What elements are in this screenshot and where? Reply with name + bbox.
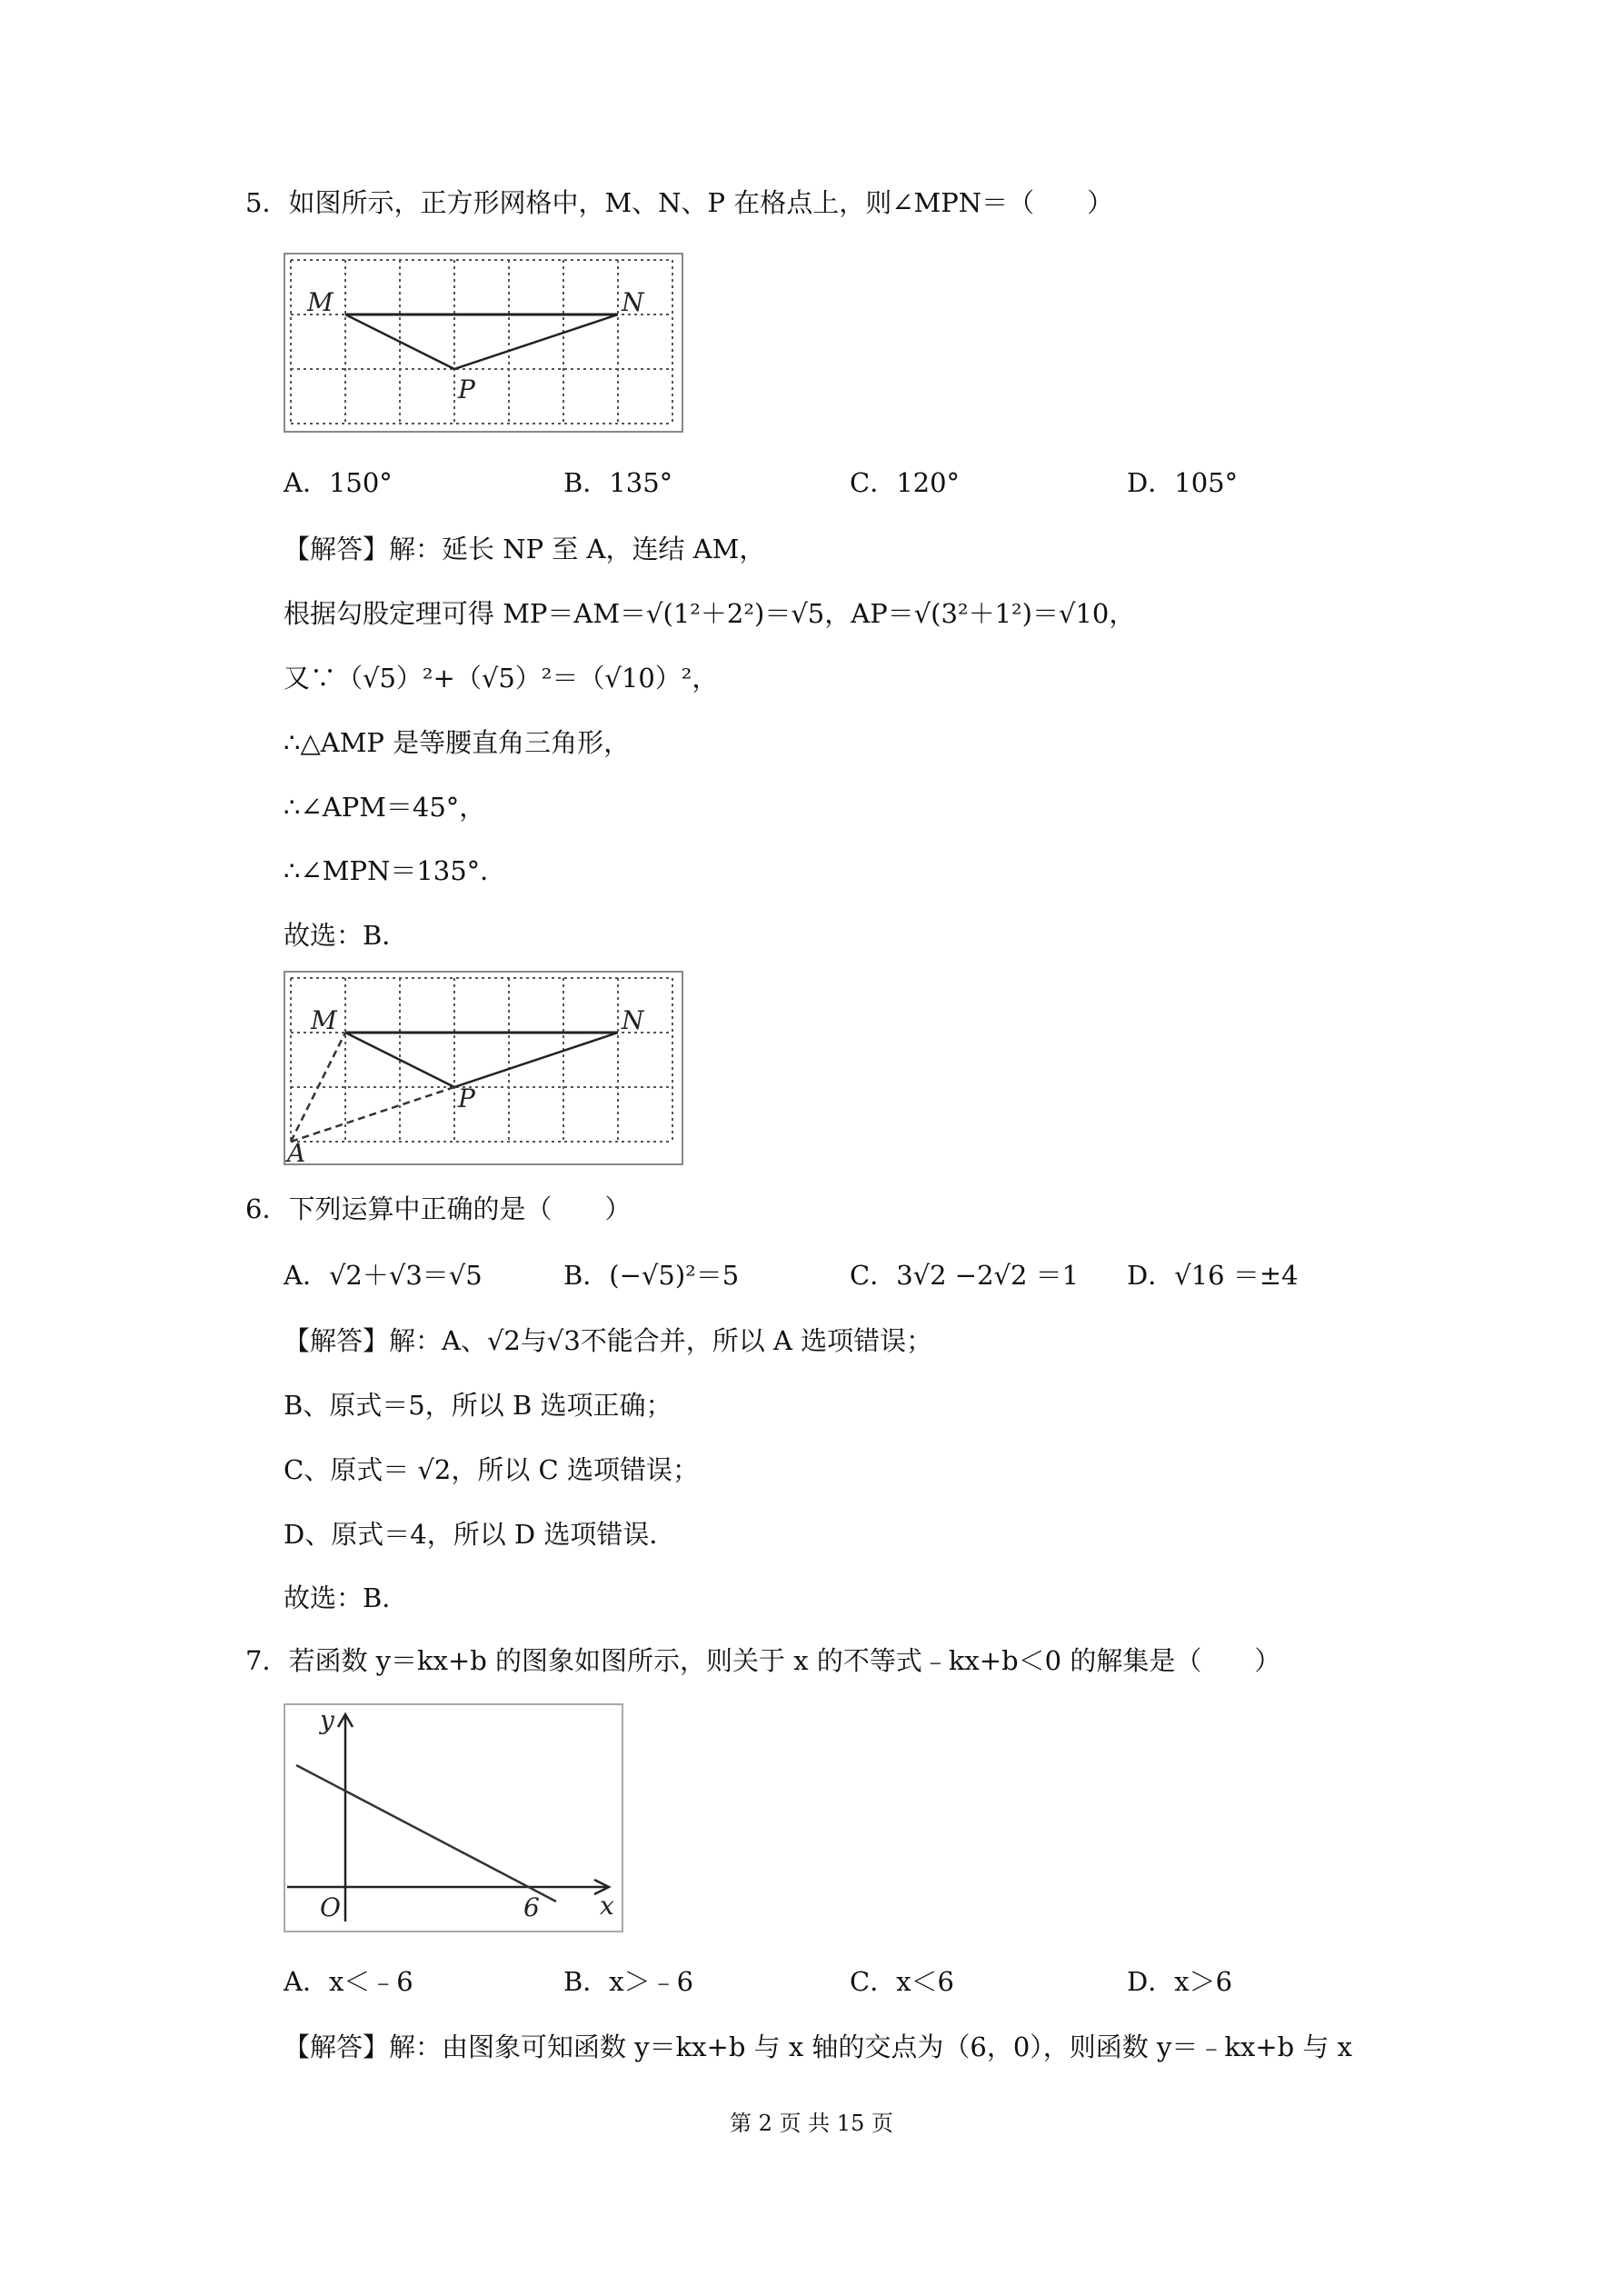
q6-solution-line-3: C、原式＝ √2，所以 C 选项错误；	[284, 1454, 699, 1485]
q5-option-b: B．135°	[563, 467, 673, 498]
q5-solution-line-2: 根据勾股定理可得 MP＝AM＝√(1²＋2²)＝√5，AP＝√(3²＋1²)＝√10，	[284, 598, 1136, 629]
q7-option-d: D．x＞6	[1127, 1966, 1233, 1997]
q6-option-d: D．√16 ＝±4	[1127, 1260, 1299, 1291]
label-n: N	[622, 1005, 644, 1035]
origin-label: O	[320, 1892, 341, 1922]
q6-option-b: B．(−√5)²＝5	[563, 1260, 740, 1291]
q5-solution-line-7: 故选：B．	[284, 920, 409, 951]
question-5-stem: 5．如图所示，正方形网格中，M、N、P 在格点上，则∠MPN＝（ ）	[245, 187, 1114, 218]
q6-solution-line-1: 【解答】解：A、√2与√3不能合并，所以 A 选项错误；	[284, 1325, 933, 1356]
label-m: M	[311, 1005, 337, 1035]
x-axis-label: x	[600, 1891, 614, 1921]
q5-solution-line-1: 【解答】解：延长 NP 至 A，连结 AM，	[284, 534, 766, 564]
q7-solution-line-1: 【解答】解：由图象可知函数 y＝kx+b 与 x 轴的交点为（6，0），则函数 y＝﹣kx+b 与 x	[284, 2031, 1352, 2062]
page-footer: 第 2 页 共 15 页	[730, 2111, 893, 2136]
question-6-stem: 6．下列运算中正确的是（ ）	[245, 1193, 632, 1224]
label-p: P	[458, 1083, 475, 1113]
q5-solution-line-6: ∴∠MPN＝135°．	[284, 855, 507, 886]
q6-solution-line-2: B、原式＝5，所以 B 选项正确；	[284, 1390, 672, 1421]
label-a: A	[287, 1138, 306, 1165]
q5-option-d: D．105°	[1127, 467, 1239, 498]
q7-option-b: B．x＞﹣6	[563, 1966, 694, 1997]
q5-solution-line-4: ∴△AMP 是等腰直角三角形，	[284, 727, 631, 758]
q5-solution-line-3: 又∵（√5）²+（√5）²＝（√10）²，	[284, 663, 719, 694]
q5-option-a: A．150°	[284, 467, 393, 498]
x-tick-6: 6	[523, 1892, 540, 1922]
q7-function-graph	[284, 1703, 623, 1932]
q7-option-c: C．x＜6	[850, 1966, 954, 1997]
q6-solution-line-4: D、原式＝4，所以 D 选项错误．	[284, 1519, 676, 1550]
label-p: P	[458, 374, 475, 404]
q6-option-a: A．√2＋√3＝√5	[284, 1260, 483, 1291]
q7-option-a: A．x＜﹣6	[284, 1966, 413, 1997]
q6-option-c: C．3√2 −2√2 ＝1	[850, 1260, 1080, 1291]
label-m: M	[307, 287, 334, 317]
question-7-stem: 7．若函数 y＝kx+b 的图象如图所示，则关于 x 的不等式﹣kx+b＜0 的解集是（ ）	[245, 1645, 1281, 1676]
y-axis-label: y	[320, 1705, 334, 1735]
q6-solution-line-5: 故选：B．	[284, 1582, 409, 1613]
label-n: N	[622, 287, 644, 317]
q5-option-c: C．120°	[850, 467, 961, 498]
q5-solution-figure	[284, 971, 683, 1165]
q5-solution-line-5: ∴∠APM＝45°，	[284, 792, 486, 823]
q5-grid-figure	[284, 253, 683, 433]
